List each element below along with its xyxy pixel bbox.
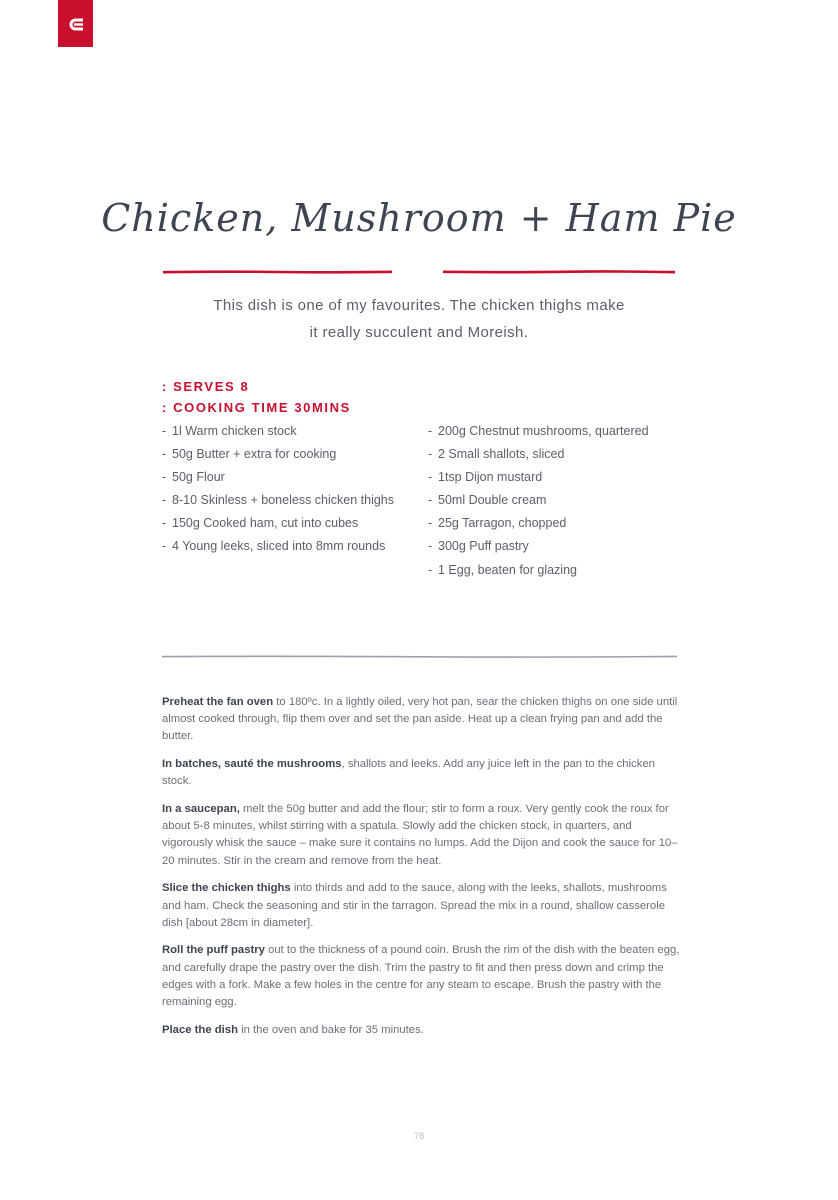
method-step-lead: Preheat the fan oven	[162, 696, 274, 708]
intro-line-2: it really succulent and Moreish.	[309, 324, 529, 341]
ingredient-item: - 8-10 Skinless + boneless chicken thighs	[162, 493, 395, 508]
ingredient-item: - 25g Tarragon, chopped	[428, 516, 567, 531]
method-step-lead: Place the dish	[162, 1023, 238, 1036]
method-step-text: to 180ºc. In a lightly oiled, very hot pan, sear the chicken thighs on one side until almost cooked through, flip them over and set the pan aside. Heat up a clean frying pan and add the butter.	[162, 696, 678, 743]
ingredient-item: - 150g Cooked ham, cut into cubes	[162, 516, 359, 531]
page-number: 78	[413, 1131, 424, 1141]
method-step	[162, 880, 682, 932]
ingredient-item: - 1 Egg, beaten for glazing	[428, 562, 577, 577]
method-step	[162, 756, 682, 790]
method-step-text: into thirds and add to the sauce, along with the leeks, shallots, mushrooms and ham. Check the seasoning and stir in the tarragon. Spread the mix in a round, shallow casserole dish [about 28cm in diameter].	[162, 882, 667, 929]
ingredients-column-1	[162, 420, 394, 559]
recipe-intro	[140, 292, 698, 346]
ingredients-column-2	[428, 420, 649, 582]
brand-logo-icon	[65, 17, 86, 32]
method-step	[162, 1022, 682, 1039]
serves-label: : SERVES 8	[162, 379, 250, 394]
ingredient-item: - 1tsp Dijon mustard	[428, 470, 543, 485]
ingredient-item: - 50g Butter + extra for cooking	[162, 447, 337, 462]
method-step-text: in the oven and bake for 35 minutes.	[237, 1023, 424, 1036]
method-step-lead: Slice the chicken thighs	[162, 882, 291, 895]
method-step	[162, 942, 682, 1011]
title-underline-left	[163, 270, 392, 274]
method-step-lead: Roll the puff pastry	[162, 944, 265, 957]
ingredient-item: - 2 Small shallots, sliced	[428, 447, 565, 462]
ingredient-item: - 50g Flour	[162, 470, 225, 485]
cooking-time-label: : COOKING TIME 30MINS	[162, 400, 351, 415]
method-step-text: melt the 50g butter and add the flour; stir to form a roux. Very gently cook the roux for about 5-8 minutes, whilst stirring with a spatula. Slowly add the chicken stock, in quarters, and vigorously whisk the sauce – make sure it contains no lumps. Add the Dijon and cook the sauce for 10–20 minutes. Stir in the cream and remove from the heat.	[162, 803, 678, 867]
section-divider	[162, 655, 677, 658]
method-step	[162, 694, 682, 746]
ingredient-item: - 200g Chestnut mushrooms, quartered	[428, 424, 649, 438]
recipe-meta	[162, 376, 351, 418]
brand-logo	[58, 0, 93, 47]
method-step-lead: In a saucepan,	[162, 803, 240, 816]
recipe-title: Chicken, Mushroom + Ham Pie	[101, 196, 737, 240]
ingredient-item: - 300g Puff pastry	[428, 539, 529, 554]
ingredient-item: - 1l Warm chicken stock	[162, 424, 297, 438]
method-step-text: out to the thickness of a pound coin. Brush the rim of the dish with the beaten egg, and carefully drape the pastry over the dish. Trim the pastry to fit and then press down and crimp the edges with a fork. Make a few holes in the centre for any steam to escape. Brush the pastry with the remaining egg.	[162, 944, 680, 1009]
intro-line-1: This dish is one of my favourites. The chicken thighs make	[213, 297, 625, 314]
method-step	[162, 801, 682, 870]
ingredient-item: - 50ml Double cream	[428, 493, 547, 508]
ingredient-item: - 4 Young leeks, sliced into 8mm rounds	[162, 539, 386, 554]
title-underline-right	[443, 270, 675, 274]
method-step-lead: In batches, sauté the mushrooms	[162, 758, 342, 771]
method-section	[162, 694, 682, 1049]
method-step-text: , shallots and leeks. Add any juice left in the pan to the chicken stock.	[162, 758, 655, 788]
